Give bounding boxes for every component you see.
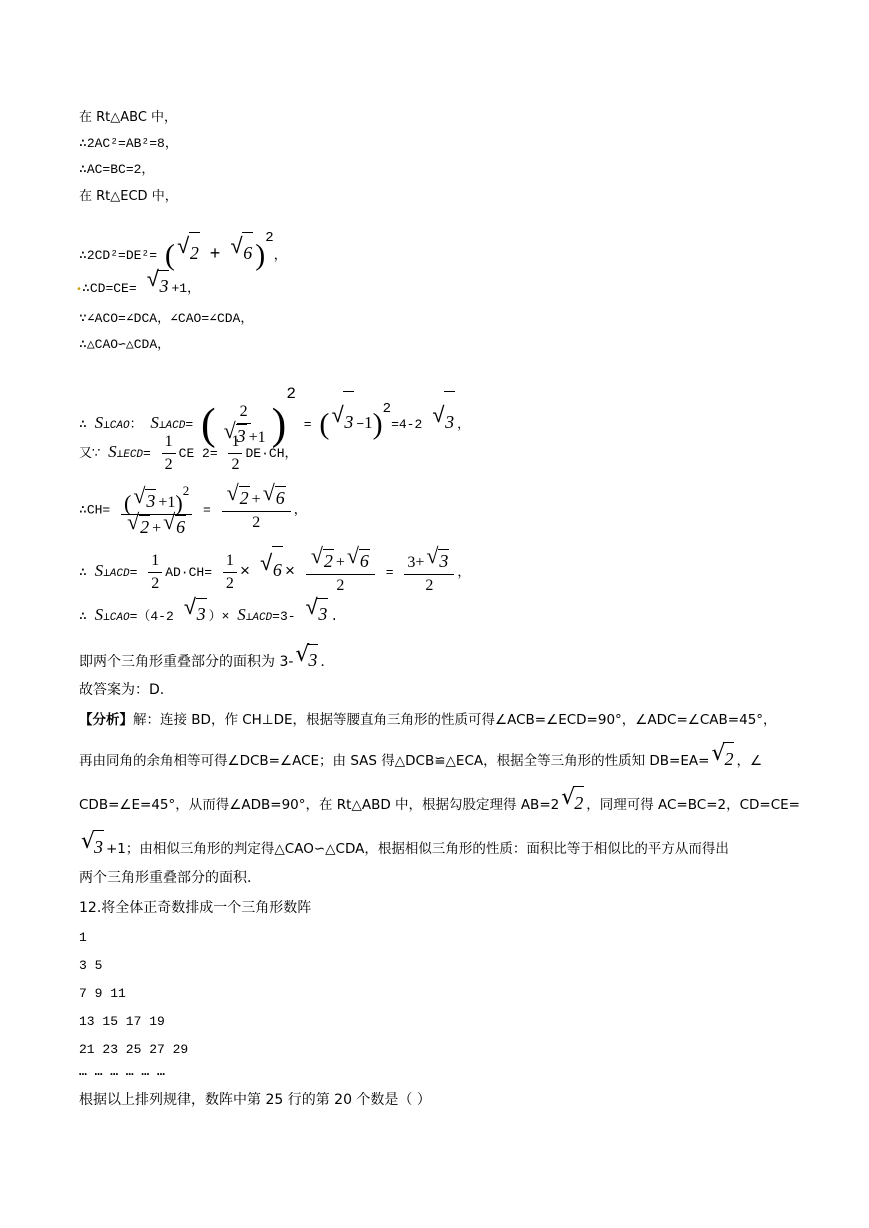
- text: ，: [293, 502, 307, 518]
- radicand: 2: [323, 550, 333, 571]
- denominator: 2: [151, 575, 160, 593]
- text: 两个三角形重叠部分的面积.: [79, 870, 252, 886]
- times-sign: ×: [284, 563, 296, 582]
- radicand: 6: [359, 550, 369, 571]
- fraction-half: [223, 550, 237, 595]
- sqrt-6: [263, 486, 286, 511]
- one: 1: [257, 428, 266, 446]
- text: =3-: [272, 609, 296, 624]
- one: 1: [364, 413, 373, 432]
- text: 在 Rt△ECD 中，: [79, 189, 178, 204]
- text: ）×: [208, 609, 230, 624]
- sqrt-3: [184, 598, 207, 632]
- area-symbol: S: [94, 413, 104, 432]
- line-angles: [79, 309, 253, 329]
- text: 3 5: [79, 958, 103, 973]
- denominator: 2: [252, 514, 261, 532]
- minus-sign: −: [356, 417, 365, 432]
- sqrt-2: [561, 786, 584, 821]
- subscript: ⊥ACD: [158, 420, 186, 432]
- paren-open: (: [319, 407, 330, 441]
- numerator: 1: [162, 431, 176, 454]
- paren-close: ): [271, 399, 287, 449]
- analysis-line-3: [79, 786, 800, 821]
- radicand: 3: [343, 391, 354, 452]
- text: .: [330, 609, 339, 624]
- numerator: [306, 549, 375, 575]
- area-symbol: S: [237, 605, 246, 624]
- denominator: 2: [425, 576, 434, 594]
- numerator: 2: [237, 401, 251, 424]
- exponent: 2: [265, 230, 274, 246]
- triangle-row-5: [79, 1040, 188, 1060]
- sqrt-3: [146, 270, 169, 304]
- fraction-ch-result: [222, 486, 291, 534]
- radicand: 3: [196, 598, 207, 629]
- numerator: 1: [228, 431, 242, 454]
- radicand: 3: [158, 270, 169, 301]
- analysis-label: 【分析】: [79, 712, 133, 728]
- sqrt-2: [711, 742, 734, 777]
- text: =: [303, 417, 312, 432]
- plus-sign: +: [152, 520, 162, 538]
- paren-open: (: [164, 238, 175, 272]
- text: 解：连接 BD，作 CH⊥DE，根据等腰直角三角形的性质可得∠ACB=∠ECD=90°，∠ADC=∠CAB=45°，: [133, 712, 777, 728]
- text: ∴: [79, 565, 87, 580]
- sqrt-3: [295, 644, 318, 677]
- three-plus: 3+: [407, 553, 425, 571]
- text: 13 15 17 19: [79, 1014, 165, 1029]
- radicand: 2: [239, 488, 249, 509]
- sqrt-3: [305, 598, 328, 632]
- line-ch: [79, 480, 307, 540]
- equals: =: [203, 502, 211, 518]
- radicand: 3: [317, 598, 328, 629]
- text: ，∠: [736, 753, 763, 769]
- radicand: 3: [439, 550, 449, 571]
- subscript: ⊥ACD: [245, 612, 273, 624]
- sqrt-6: [163, 515, 186, 540]
- sqrt-3: [426, 549, 449, 574]
- exponent: 2: [182, 483, 190, 498]
- fraction-half: [162, 431, 176, 476]
- numerator: [222, 486, 291, 512]
- denominator: 2: [225, 575, 234, 593]
- text: 根据以上排列规律，数阵中第 25 行的第 20 个数是（ ）: [79, 1092, 431, 1108]
- text: .: [320, 654, 325, 670]
- line-acd-area: [79, 546, 470, 597]
- radicand: 2: [189, 232, 200, 273]
- denominator: 2: [231, 456, 240, 474]
- line-cao-area: [79, 598, 338, 633]
- subscript: ⊥ACD: [103, 568, 130, 580]
- sqrt-6: [260, 546, 283, 596]
- radicand: 3: [236, 425, 246, 446]
- text: +1；由相似三角形的判定得△CAO∽△CDA，根据相似三角形的性质：面积比等于相似比的平方从而得出: [106, 841, 729, 857]
- denominator: 2: [164, 456, 173, 474]
- subscript: ⊥CAO: [103, 612, 130, 624]
- numerator: [404, 549, 454, 575]
- area-symbol: S: [150, 413, 159, 432]
- text: ∴CH=: [79, 502, 111, 518]
- text: CE 2=: [178, 446, 218, 461]
- equals: =: [129, 565, 138, 580]
- times-sign: ×: [239, 563, 251, 582]
- sqrt-2: [127, 515, 150, 540]
- paren-open: (: [200, 399, 216, 449]
- line-overlap-area: [79, 644, 325, 677]
- fraction: [306, 549, 375, 597]
- text: ∴2AC²=AB²=8，: [79, 136, 178, 151]
- text: 在 Rt△ABC 中，: [79, 110, 178, 125]
- radicand: 3: [93, 830, 104, 863]
- radicand: 6: [275, 488, 285, 509]
- subscript: ⊥CAO: [103, 420, 130, 432]
- answer-line: [79, 680, 164, 700]
- numerator: 1: [148, 550, 162, 573]
- text: ∴AC=BC=2，: [79, 162, 155, 177]
- text: ，: [457, 565, 471, 580]
- radicand: 2: [723, 742, 734, 775]
- text: 又∵: [79, 446, 101, 461]
- triangle-ellipsis: [79, 1062, 165, 1082]
- triangle-row-1: [79, 928, 87, 948]
- text: ∴: [79, 417, 87, 432]
- line-rt-ecd: [79, 187, 178, 207]
- line-ac-bc: [79, 160, 154, 180]
- question-12: [79, 898, 311, 918]
- text: =（4-2: [129, 609, 174, 624]
- denominator: [122, 515, 191, 540]
- question-prompt: [79, 1090, 431, 1110]
- text: ∴CD=CE=: [82, 281, 137, 296]
- radicand: 6: [176, 517, 186, 538]
- exponent: 2: [286, 385, 296, 403]
- sqrt-3: [432, 391, 455, 455]
- text: ∵∠ACO=∠DCA，∠CAO=∠CDA，: [79, 311, 254, 326]
- text: CDB=∠E=45°，从而得∠ADB=90°，在 Rt△ABD 中，根据勾股定理得 AB=2: [79, 797, 560, 813]
- text: 再由同角的余角相等可得∠DCB=∠ACE；由 SAS 得△DCB≌△ECA，根据全等三角形的性质知 DB=EA=: [79, 753, 710, 769]
- line-rt-abc: [79, 108, 177, 128]
- exponent: 2: [382, 401, 392, 417]
- text: 1: [79, 930, 87, 945]
- line-ecd-area: [79, 430, 298, 477]
- text: ∴2CD²=DE²=: [79, 248, 158, 263]
- numerator: 1: [223, 550, 237, 573]
- one: 1: [167, 494, 176, 511]
- analysis-line-5: [79, 868, 251, 888]
- analysis-line-2: [79, 742, 762, 777]
- area-symbol: S: [108, 442, 117, 461]
- text: =4-2: [391, 417, 423, 432]
- triangle-row-3: [79, 984, 126, 1004]
- paren-close: ): [372, 407, 383, 441]
- text: 即两个三角形重叠部分的面积为 3-: [79, 654, 294, 670]
- text: ∴△CAO∽△CDA，: [79, 337, 171, 352]
- line-similar: [79, 335, 170, 355]
- equals: =: [385, 565, 394, 580]
- text: ，同理可得 AC=BC=2，CD=CE=: [586, 797, 800, 813]
- plus-sign: +: [251, 491, 261, 509]
- text: ∴: [79, 609, 87, 624]
- equals: =: [143, 446, 151, 461]
- plus-sign: +: [335, 553, 345, 571]
- line-2cd-de: [79, 218, 287, 276]
- radicand: 2: [573, 786, 584, 819]
- radicand: 6: [272, 546, 283, 593]
- sqrt-2: [311, 549, 334, 574]
- plus-sign: +: [209, 245, 221, 265]
- text: DE·CH，: [245, 446, 298, 461]
- sqrt-6: [230, 232, 253, 276]
- plus-sign: +: [158, 494, 168, 511]
- denominator: 2: [336, 576, 345, 594]
- radicand: 3: [307, 644, 318, 675]
- analysis-line-1: [79, 710, 777, 730]
- radicand: 3: [444, 391, 455, 452]
- bullet-dot: •: [76, 285, 83, 296]
- text: AD·CH=: [165, 565, 213, 580]
- radicand: 3: [146, 491, 156, 511]
- text: =: [185, 417, 194, 432]
- text: ，: [457, 417, 471, 432]
- fraction-ch: [121, 480, 192, 540]
- fraction-half: [148, 550, 162, 595]
- text: 7 9 11: [79, 986, 126, 1001]
- triangle-row-4: [79, 1012, 165, 1032]
- triangle-row-2: [79, 956, 102, 976]
- paren-open: (: [124, 490, 132, 516]
- text: ，: [273, 248, 287, 263]
- paren-close: ): [175, 490, 183, 516]
- analysis-line-4: [79, 830, 729, 865]
- sqrt-6: [347, 549, 370, 574]
- area-symbol: S: [94, 561, 104, 580]
- fraction-result: [404, 549, 454, 597]
- text: 12.将全体正奇数排成一个三角形数阵: [79, 900, 312, 916]
- fraction-half: [228, 431, 242, 476]
- text: ：: [129, 417, 143, 432]
- text: 故答案为：D.: [79, 682, 165, 698]
- text: +1，: [171, 281, 201, 296]
- plus-sign: +: [248, 428, 258, 446]
- radicand: 6: [242, 232, 253, 273]
- subscript: ⊥ECD: [116, 449, 144, 461]
- line-2ac-ab: [79, 134, 178, 154]
- text: … … … … … …: [79, 1064, 165, 1079]
- text: 21 23 25 27 29: [79, 1042, 189, 1057]
- sqrt-2: [227, 486, 250, 511]
- area-symbol: S: [94, 605, 104, 624]
- line-cd-ce: [76, 270, 200, 306]
- paren-close: ): [255, 238, 266, 272]
- sqrt-3: [331, 391, 354, 455]
- sqrt-3: [81, 830, 104, 865]
- radicand: 2: [140, 517, 150, 538]
